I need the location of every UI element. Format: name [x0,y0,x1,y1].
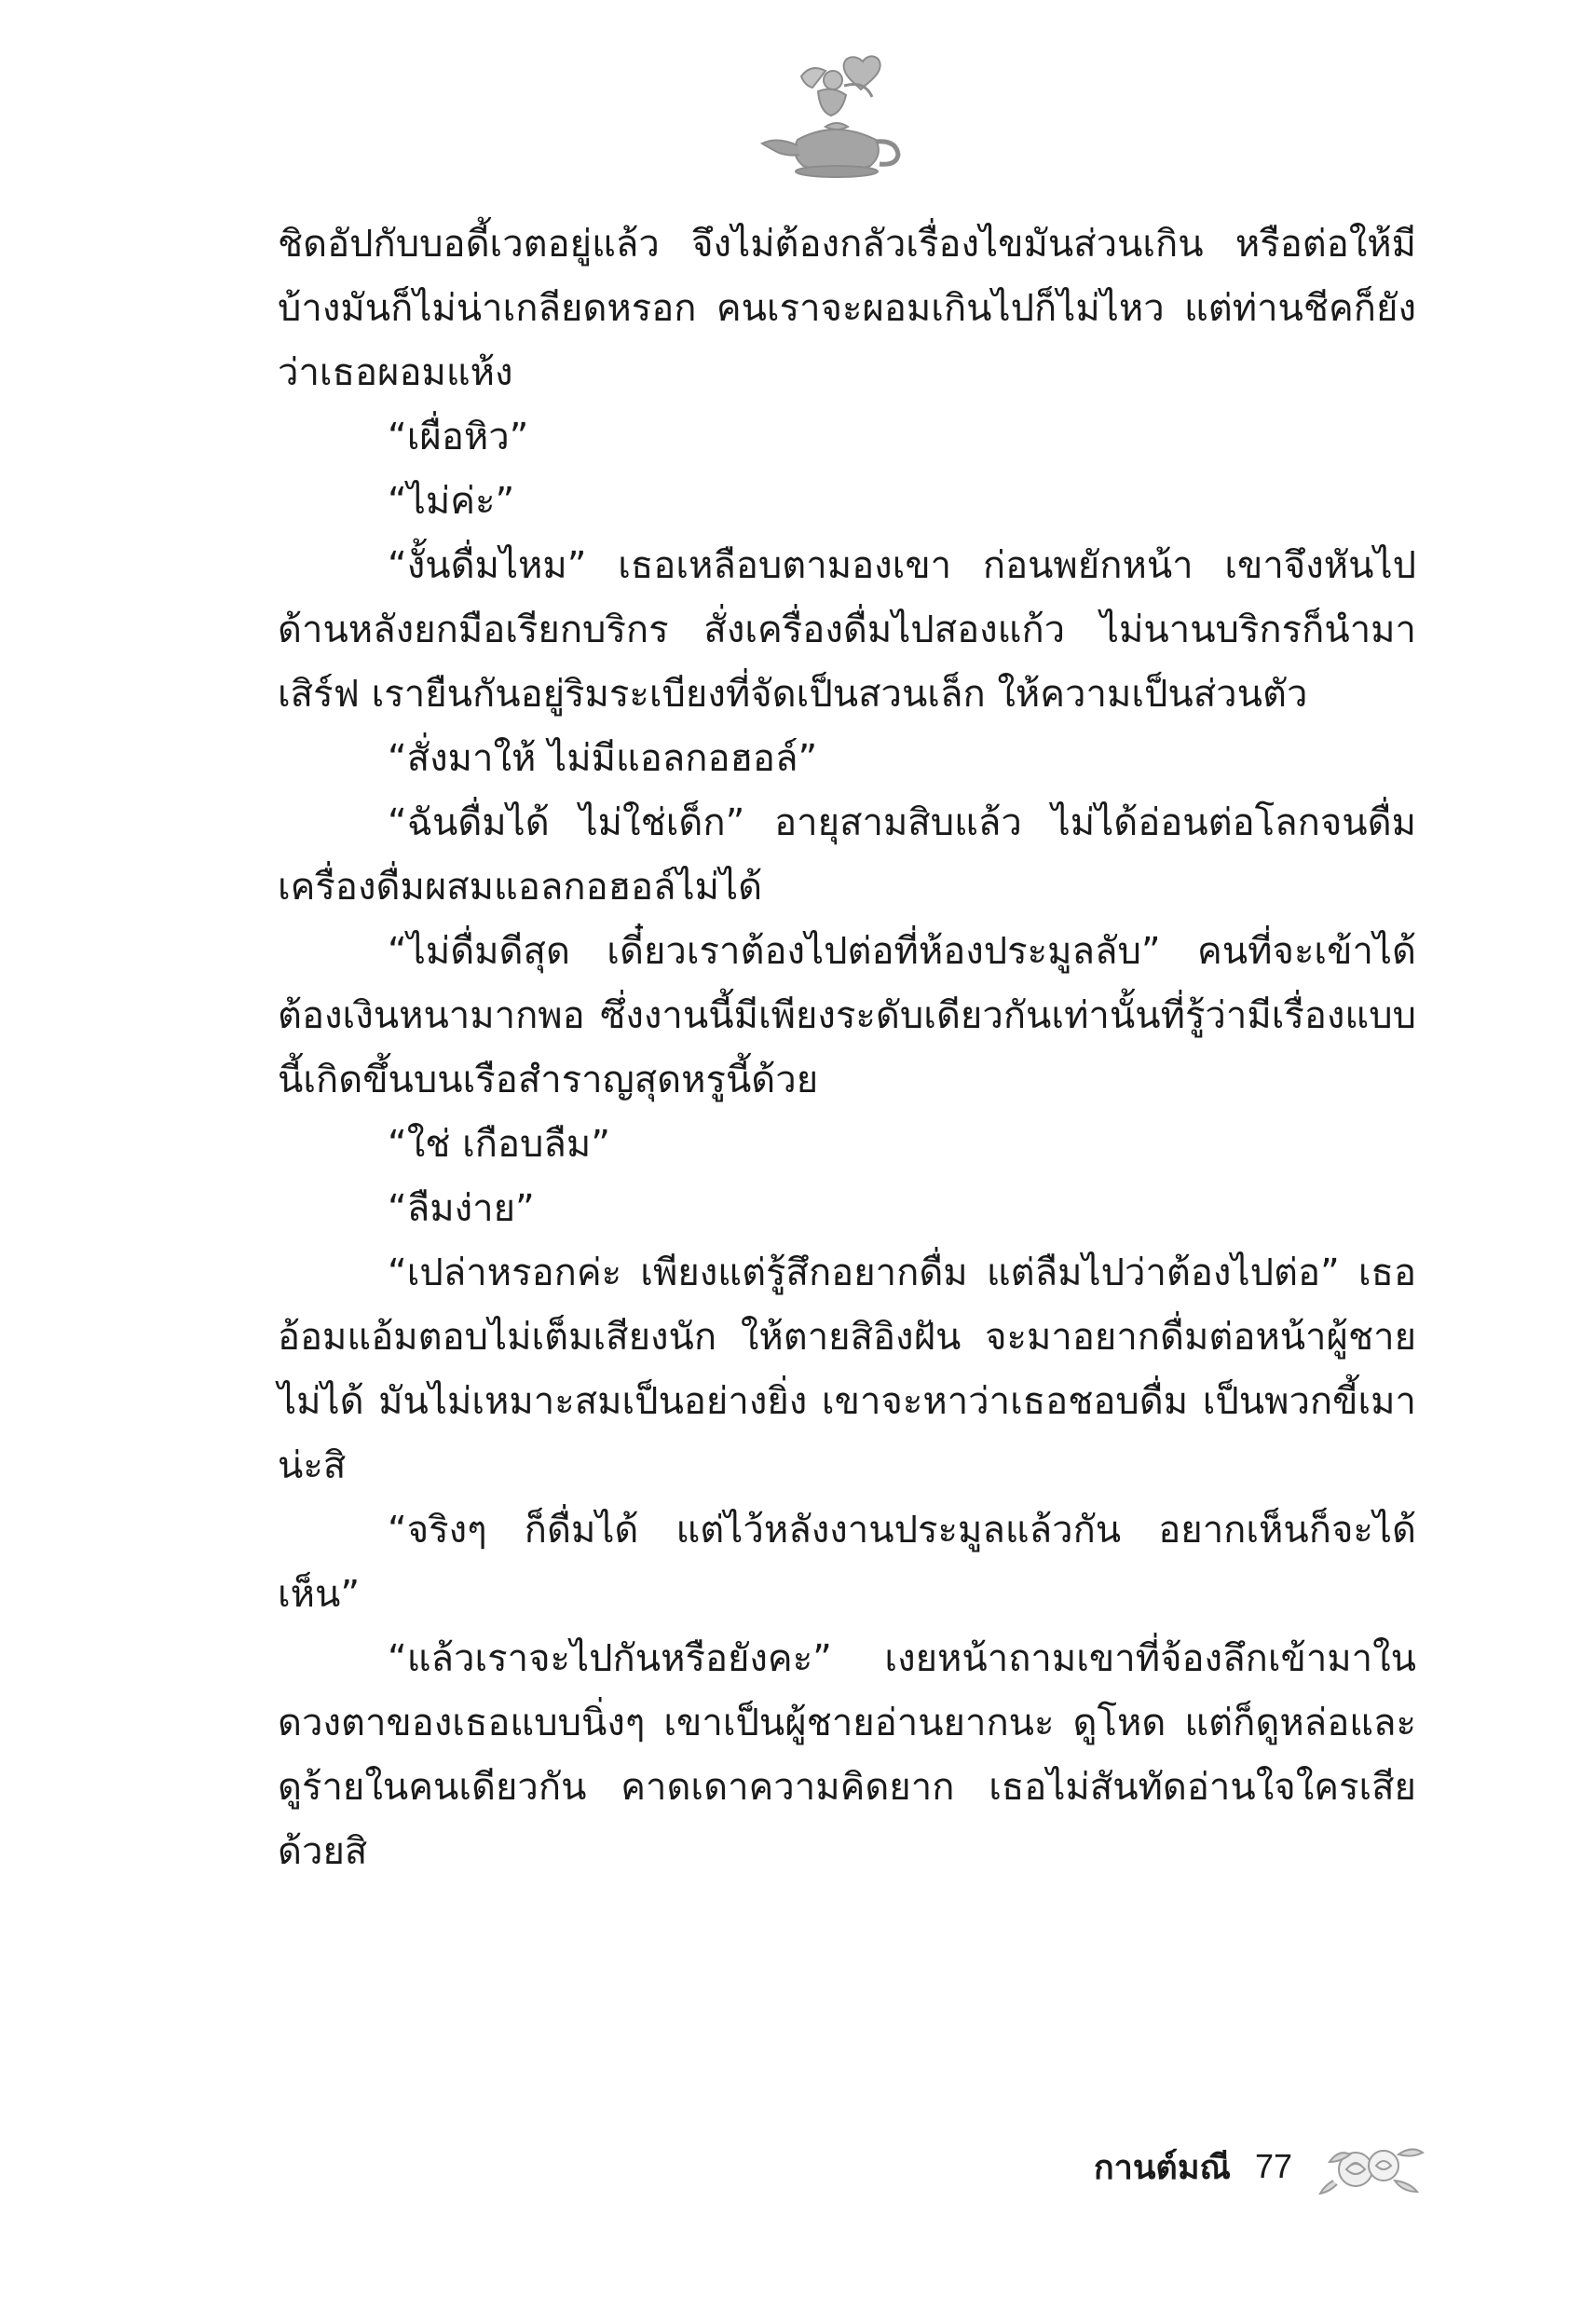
paragraph: “แล้วเราจะไปกันหรือยังคะ” เงยหน้าถามเขาที่จ้องลึกเข้ามาในดวงตาของเธอแบบนิ่งๆ เขาเป็นผู้ชายอ่านยากนะ ดูโหด แต่ก็ดูหล่อและดูร้ายในคนเดียวกัน คาดเดาความคิดยาก เธอไม่สันทัดอ่านใจใครเสียด้วยสิ [278,1637,1416,1873]
cupid-teapot-ornament-icon [753,48,921,184]
paragraph: “ไม่ดื่มดีสุด เดี๋ยวเราต้องไปต่อที่ห้องประมูลลับ” คนที่จะเข้าได้ต้องเงินหนามากพอ ซึ่งงานนี้มีเพียงระดับเดียวกันเท่านั้นที่รู้ว่ามีเรื่องแบบนี้เกิดขึ้นบนเรือสำราญสุดหรูนี้ด้วย [278,930,1416,1101]
paragraph: “เผื่อหิว” [388,416,529,458]
paragraph: “สั่งมาให้ ไม่มีแอลกอฮอล์” [388,737,818,780]
paragraph: “งั้นดื่มไหม” เธอเหลือบตามองเขา ก่อนพยักหน้า เขาจึงหันไปด้านหลังยกมือเรียกบริกร สั่งเครื่องดื่มไปสองแก้ว ไม่นานบริกรก็นำมาเสิร์ฟ เรายืนกันอยู่ริมระเบียงที่จัดเป็นสวนเล็ก ให้ความเป็นส่วนตัว [278,544,1416,716]
paragraph: ชิดอัปกับบอดี้เวตอยู่แล้ว จึงไม่ต้องกลัวเรื่องไขมันส่วนเกิน หรือต่อให้มีบ้างมันก็ไม่น่าเกลียดหรอก คนเราจะผอมเกินไปก็ไม่ไหว แต่ท่านชีคก็ยังว่าเธอผอมแห้ง [278,223,1416,394]
paragraph: “ไม่ค่ะ” [388,480,515,523]
paragraph: “ลืมง่าย” [388,1187,535,1230]
page-footer [1094,2134,1428,2199]
paragraph: “ฉันดื่มได้ ไม่ใช่เด็ก” อายุสามสิบแล้ว ไม่ได้อ่อนต่อโลกจนดื่มเครื่องดื่มผสมแอลกอฮอล์ไม่ได้ [278,801,1416,909]
page-number: 77 [1254,2147,1292,2185]
book-title: กานต์มณี [1093,2148,1231,2187]
paragraph: “จริงๆ ก็ดื่มได้ แต่ไว้หลังงานประมูลแล้วกัน อยากเห็นก็จะได้เห็น” [278,1509,1416,1616]
paragraph: “เปล่าหรอกค่ะ เพียงแต่รู้สึกอยากดื่ม แต่ลืมไปว่าต้องไปต่อ” เธออ้อมแอ้มตอบไม่เต็มเสียงนัก ให้ตายสิอิงฝัน จะมาอยากดื่มต่อหน้าผู้ชายไม่ได้ มันไม่เหมาะสมเป็นอย่างยิ่ง เขาจะหาว่าเธอชอบดื่ม เป็นพวกขี้เมาน่ะสิ [278,1251,1416,1487]
paragraph: “ใช่ เกือบลืม” [388,1123,611,1166]
rose-ornament-icon [1316,2134,1428,2199]
story-text [278,212,1416,1884]
